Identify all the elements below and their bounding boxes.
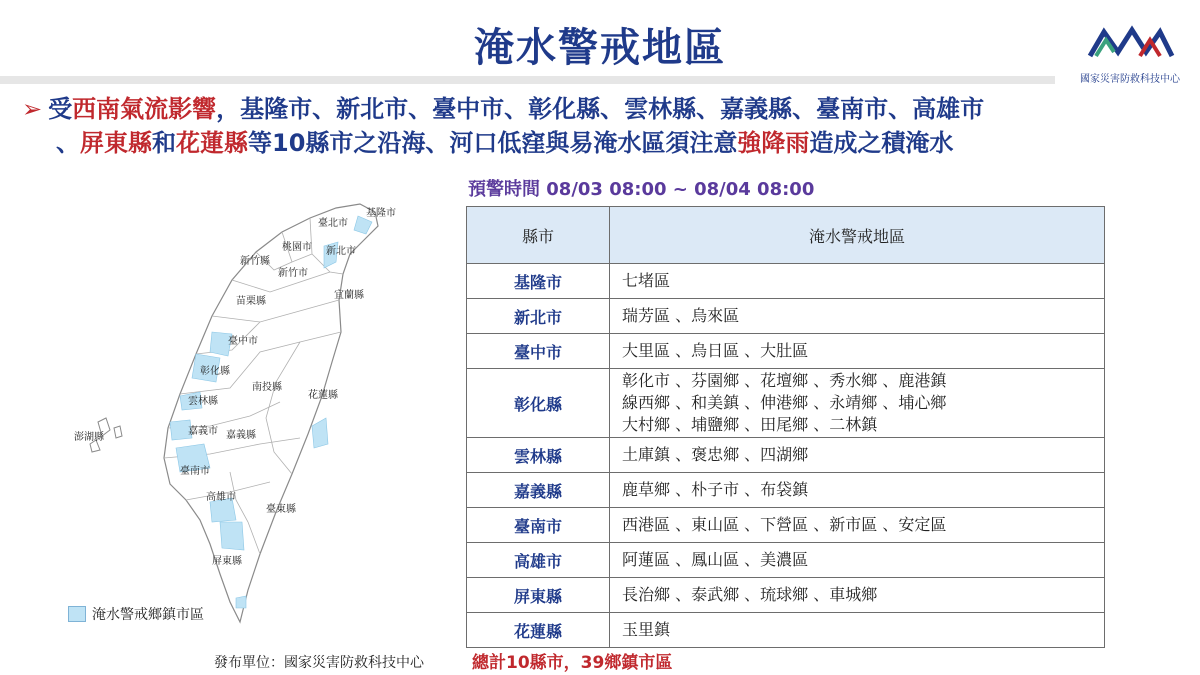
legend-swatch xyxy=(68,606,86,622)
map-label-taichung: 臺中市 xyxy=(228,336,258,347)
districts-cell xyxy=(610,299,1105,334)
districts-cell xyxy=(610,369,1105,438)
l2-segment-1: 屏東縣 xyxy=(80,129,152,157)
flood-area-hualien xyxy=(312,418,328,448)
districts-line: 瑞芳區 、烏來區 xyxy=(622,306,740,325)
table-header-area: 淹水警戒地區 xyxy=(610,207,1105,264)
districts-cell xyxy=(610,613,1105,648)
districts-cell xyxy=(610,508,1105,543)
l1-segment-0: 受 xyxy=(48,95,73,123)
alert-summary-text-2 xyxy=(56,129,953,157)
county-cell: 臺中市 xyxy=(467,334,610,369)
districts-cell xyxy=(610,438,1105,473)
districts-cell xyxy=(610,473,1105,508)
table-row xyxy=(467,438,1105,473)
table-row xyxy=(467,369,1105,438)
flood-area-pingtung xyxy=(220,522,244,550)
taiwan-map-svg xyxy=(60,182,430,632)
map-label-pingtung: 屏東縣 xyxy=(212,556,242,567)
table-row xyxy=(467,578,1105,613)
title-underline xyxy=(0,76,1055,84)
table-row xyxy=(467,508,1105,543)
map-label-chiayi-city: 嘉義市 xyxy=(188,426,218,437)
map-label-keelung: 基隆市 xyxy=(366,208,396,219)
table-row xyxy=(467,473,1105,508)
districts-line: 線西鄉 、和美鎮 、伸港鄉 、永靖鄉 、埔心鄉 xyxy=(622,393,947,412)
districts-line: 大里區 、烏日區 、大肚區 xyxy=(622,341,809,360)
map-label-hualien: 花蓮縣 xyxy=(308,390,338,401)
l2-segment-5: 強降雨 xyxy=(737,129,810,157)
alert-summary-line-2 xyxy=(56,126,1196,160)
districts-cell xyxy=(610,334,1105,369)
map-label-hsinchu-city: 新竹市 xyxy=(278,268,308,279)
map-label-nantou: 南投縣 xyxy=(252,382,282,393)
county-cell: 屏東縣 xyxy=(467,578,610,613)
map-label-kaohsiung: 高雄市 xyxy=(206,492,236,503)
flood-warning-table xyxy=(466,206,1105,648)
l2-segment-4: 等10縣市之沿海、河口低窪與易淹水區須注意 xyxy=(248,129,738,157)
l2-segment-3: 花蓮縣 xyxy=(176,129,248,157)
alert-summary-text-1 xyxy=(48,95,984,123)
l1-segment-1: 西南氣流影響 xyxy=(72,95,217,123)
map-label-yunlin: 雲林縣 xyxy=(188,396,218,407)
districts-line: 長治鄉 、泰武鄉 、琉球鄉 、車城鄉 xyxy=(622,585,878,604)
map-label-newtaipei: 新北市 xyxy=(326,246,356,257)
table-body xyxy=(467,264,1105,648)
legend-label: 淹水警戒鄉鎮市區 xyxy=(92,607,204,623)
ncdr-logo-mark xyxy=(1084,22,1176,62)
alert-summary-line-1 xyxy=(22,92,1192,126)
districts-line: 阿蓮區 、鳳山區 、美濃區 xyxy=(622,550,809,569)
l1-segment-2: ，基隆市、新北市、臺中市、彰化縣、雲林縣、嘉義縣、臺南市、高雄市 xyxy=(216,95,985,123)
chevron-right-icon: ➢ xyxy=(22,95,43,123)
districts-line: 七堵區 xyxy=(622,271,671,290)
districts-line: 土庫鎮 、褒忠鄉 、四湖鄉 xyxy=(622,445,809,464)
table-row xyxy=(467,334,1105,369)
l2-segment-6: 造成之積淹水 xyxy=(809,129,954,157)
map-label-yilan: 宜蘭縣 xyxy=(334,290,364,301)
map-label-taipei: 臺北市 xyxy=(318,218,348,229)
table-header-county: 縣市 xyxy=(467,207,610,264)
districts-line: 大村鄉 、埔鹽鄉 、田尾鄉 、二林鎮 xyxy=(622,415,878,434)
l2-segment-0: 、 xyxy=(56,129,80,157)
ncdr-org-name: 國家災害防救科技中心 xyxy=(1080,74,1180,85)
districts-line: 玉里鎮 xyxy=(622,620,671,639)
county-cell: 基隆市 xyxy=(467,264,610,299)
map-label-miaoli: 苗栗縣 xyxy=(236,296,266,307)
map-label-tainan: 臺南市 xyxy=(180,466,210,477)
map-label-taitung: 臺東縣 xyxy=(266,504,296,515)
county-cell: 雲林縣 xyxy=(467,438,610,473)
warning-time: 預警時間 08/03 08:00 ~ 08/04 08:00 xyxy=(468,179,815,200)
l2-segment-2: 和 xyxy=(152,129,176,157)
total-summary: 總計10縣市，39鄉鎮市區 xyxy=(472,653,673,673)
county-cell: 新北市 xyxy=(467,299,610,334)
districts-cell xyxy=(610,578,1105,613)
map-label-changhua: 彰化縣 xyxy=(200,366,230,377)
issuer-label: 發布單位：國家災害防救科技中心 xyxy=(214,655,424,671)
table-row xyxy=(467,299,1105,334)
districts-cell xyxy=(610,543,1105,578)
table-row xyxy=(467,613,1105,648)
county-cell: 花蓮縣 xyxy=(467,613,610,648)
county-cell: 嘉義縣 xyxy=(467,473,610,508)
map-label-penghu: 澎湖縣 xyxy=(74,432,104,443)
flood-area-liuqiu xyxy=(236,596,246,608)
map-label-taoyuan: 桃園市 xyxy=(282,242,312,253)
county-cell: 彰化縣 xyxy=(467,369,610,438)
map-label-hsinchu-county: 新竹縣 xyxy=(240,256,270,267)
districts-line: 鹿草鄉 、朴子市 、布袋鎮 xyxy=(622,480,809,499)
table-row xyxy=(467,543,1105,578)
map-label-chiayi-county: 嘉義縣 xyxy=(226,430,256,441)
table-row xyxy=(467,264,1105,299)
page-title: 淹水警戒地區 xyxy=(474,25,726,71)
districts-cell xyxy=(610,264,1105,299)
taiwan-map xyxy=(60,182,430,632)
ncdr-logo xyxy=(1070,22,1190,88)
county-cell: 臺南市 xyxy=(467,508,610,543)
county-cell: 高雄市 xyxy=(467,543,610,578)
districts-line: 彰化市 、芬園鄉 、花壇鄉 、秀水鄉 、鹿港鎮 xyxy=(622,371,947,390)
districts-line: 西港區 、東山區 、下營區 、新市區 、安定區 xyxy=(622,515,947,534)
